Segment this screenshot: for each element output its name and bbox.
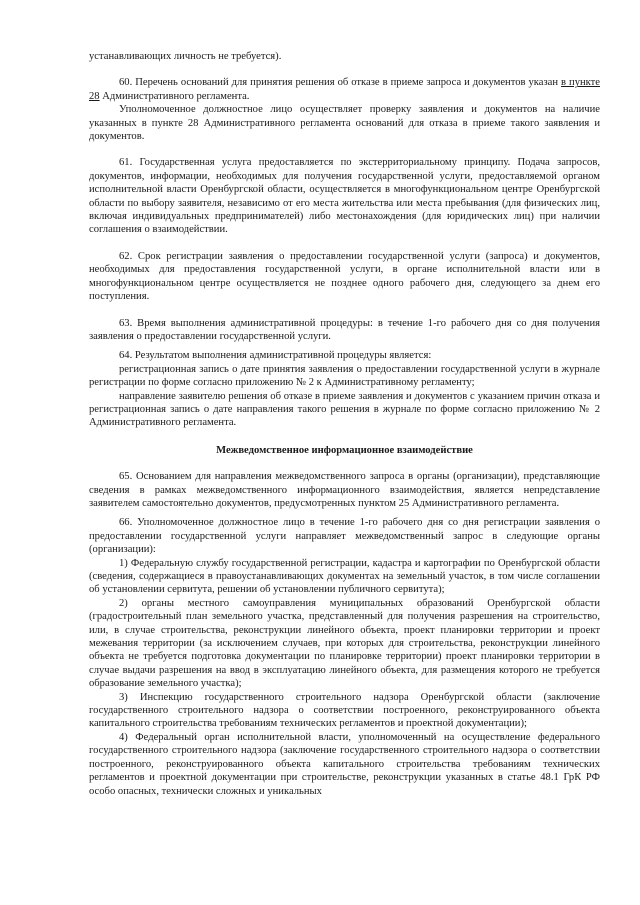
reference-link-point-28[interactable]: в пункте 28 [89, 77, 600, 102]
paragraph-60-check: Уполномоченное должностное лицо осуществляет проверку заявления и документов на наличие указанных в пункте 28 Административного регламента оснований для отказа в приеме такого заявления и документов. [89, 104, 600, 143]
paragraph-60-text-end: Административного регламента. [99, 90, 250, 102]
paragraph-66: 66. Уполномоченное должностное лицо в течение 1-го рабочего дня со дня регистрации заявления о предоставлении государственной услуги направляет межведомственный запрос в следующие органы (организации): [89, 517, 600, 556]
paragraph-66-item-3: 3) Инспекцию государственного строительного надзора Оренбургской области (заключение государственного строительного надзора о соответствии построенного, реконструированного объекта капитального строительства требованиям технических регламентов и проектной документации); [89, 691, 600, 730]
paragraph-62: 62. Срок регистрации заявления о предоставлении государственной услуги (запроса) и документов, необходимых для предоставления государственной услуги, в органе исполнительной власти или в многофункциональном центре осуществляется не позднее одного рабочего дня, следующего за днем его поступления. [89, 250, 600, 303]
paragraph-65: 65. Основанием для направления межведомственного запроса в органы (организации), представляющие сведения в рамках межведомственного информационного взаимодействия, является непредставление заявителем самостоятельно документов, предусмотренных пунктом 25 Административного регламента. [89, 471, 600, 509]
paragraph-60-text: 60. Перечень оснований для принятия решения об отказе в приеме запроса и документов указан [119, 77, 562, 89]
paragraph-60 [89, 76, 600, 103]
paragraph-63: 63. Время выполнения административной процедуры: в течение 1-го рабочего дня со дня получения заявления о предоставлении государственной услуги. [89, 317, 600, 342]
paragraph-continuation: устанавливающих личность не требуется). [89, 51, 282, 62]
paragraph-64-item-1: регистрационная запись о дате принятия заявления о предоставлении государственной услуги в журнале регистрации по форме согласно приложению № 2 к Административному регламенту; [89, 363, 600, 389]
paragraph-64-item-2: направление заявителю решения об отказе в приеме заявления и документов с указанием причин отказа и регистрационная запись о дате направления такого решения в журнале по форме согласно приложению № 2 Административного регламента. [89, 390, 600, 429]
paragraph-66-item-4: 4) Федеральный орган исполнительной власти, уполномоченный на осуществление федерального государственного строительного надзора (заключение государственного строительного надзора о соответствии построенного, реконструированного объекта капитального строительства требованиям технических регламентов и проектной документации при строительстве, реконструкции указанных в статье 48.1 ГрК РФ особо опасных, технически сложных и уникальных [89, 731, 600, 797]
paragraph-66-item-1: 1) Федеральную службу государственной регистрации, кадастра и картографии по Оренбургской области (сведения, содержащиеся в правоустанавливающих документах на земельный участок, в том числе соглашении об установлении сервитута, решении об установлении публичного сервитута); [89, 557, 600, 596]
paragraph-61: 61. Государственная услуга предоставляется по экстерриториальному принципу. Подача запросов, документов, информации, необходимых для получения государственной услуги, предоставляемой органом исполнительной власти Оренбургской области, осуществляется в многофункциональном центре Оренбургской области по выбору заявителя, независимо от его места жительства или места пребывания (для физических лиц, включая индивидуальных предпринимателей) либо местонахождения (для юридических лиц) при наличии соглашения о взаимодействии. [89, 157, 600, 236]
section-heading: Межведомственное информационное взаимодействие [216, 444, 473, 456]
paragraph-66-item-2: 2) органы местного самоуправления муниципальных образований Оренбургской области (градостроительный план земельного участка, представленный для получения разрешения на строительство, или, в случае строительства, реконструкции линейного объекта, проект планировки территории и проект межевания территории (за исключением случаев, при которых для строительства, реконструкции линейного объекта не требуется подготовка документации по планировке территории) проект планировки территории в случае выдачи разрешения на ввод в эксплуатацию линейного объекта, для размещения которого не требуется образование земельного участка); [89, 597, 600, 690]
paragraph-64: 64. Результатом выполнения административной процедуры является: [119, 350, 432, 362]
